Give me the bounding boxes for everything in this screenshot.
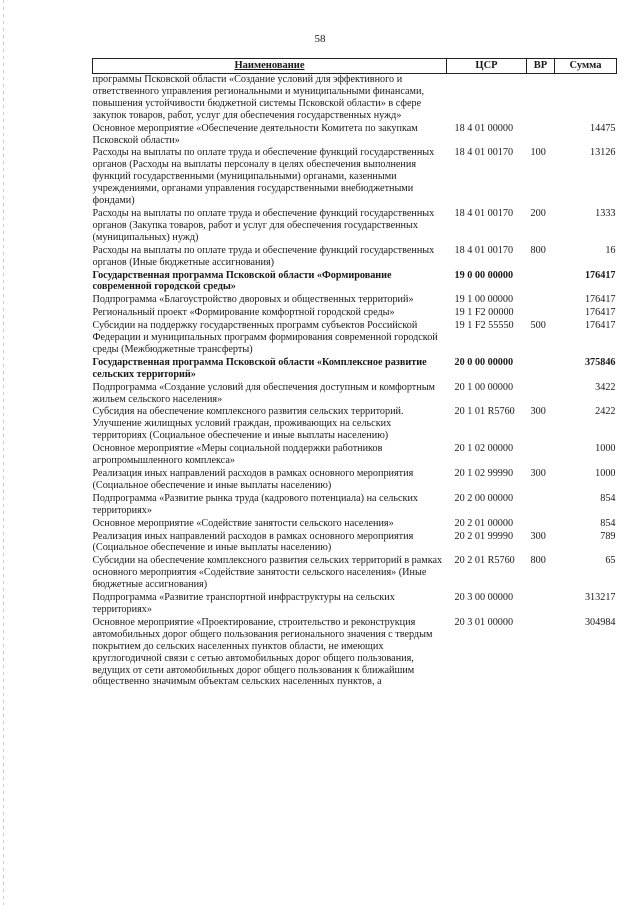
row-vr — [527, 74, 555, 123]
row-name: Подпрограмма «Благоустройство дворовых и общественных территорий» — [92, 294, 414, 306]
row-csr: 18 4 01 00170 — [454, 207, 514, 219]
row-csr: 19 0 00 00000 — [454, 269, 514, 281]
row-vr — [527, 294, 555, 307]
row-csr: 20 2 01 00000 — [454, 517, 514, 529]
table-body — [93, 74, 617, 690]
table-row — [93, 592, 617, 617]
row-csr — [447, 74, 527, 123]
row-sum: 176417 — [584, 307, 616, 319]
table-row — [93, 270, 617, 295]
scan-edge-artifact — [3, 0, 4, 905]
row-sum: 2422 — [595, 406, 616, 418]
row-name: Субсидия на обеспечение комплексного развития сельских территорий. Улучшение жилищных условий граждан, проживающих на сельских территориях (Социальное обеспечение и иные выплаты населению) — [92, 406, 404, 442]
row-vr: 200 — [530, 207, 546, 219]
row-vr — [527, 123, 555, 148]
row-vr — [527, 307, 555, 320]
row-vr: 800 — [530, 555, 546, 567]
row-sum: 3422 — [595, 381, 616, 393]
row-vr — [527, 493, 555, 518]
row-csr: 20 3 01 00000 — [454, 616, 514, 628]
row-csr: 20 1 01 R5760 — [454, 406, 515, 418]
row-name: Реализация иных направлений расходов в рамках основного мероприятия (Социальное обеспечение и иные выплаты населению) — [92, 468, 414, 491]
row-sum: 1000 — [595, 443, 616, 455]
table-row — [93, 123, 617, 148]
row-vr: 300 — [530, 406, 546, 418]
row-vr: 800 — [530, 244, 546, 256]
row-name: Основное мероприятие «Проектирование, строительство и реконструкция автомобильных дорог общего пользования регионального значения с твердым покрытием до сельских населенных пунктов области, не имеющих круглогодичной связи с сетью автомобильных дорог общего пользования, ведущих от сети автомобильных дорог общего пользования к ближайшим общественно значимым объектам сельских населенных пунктов, а — [92, 616, 433, 688]
row-csr: 18 4 01 00170 — [454, 147, 514, 159]
row-sum: 176417 — [584, 320, 616, 332]
row-name: Подпрограмма «Создание условий для обеспечения доступным и комфортным жильем сельского населения» — [92, 381, 435, 405]
table-row — [93, 74, 617, 123]
row-vr: 100 — [530, 147, 546, 159]
header-vr: ВР — [527, 59, 555, 74]
table-row — [93, 245, 617, 270]
row-vr: 300 — [530, 530, 546, 542]
row-sum — [555, 74, 617, 123]
table-row — [93, 617, 617, 689]
row-name: Основное мероприятие «Содействие занятости сельского населения» — [92, 517, 394, 529]
table-row — [93, 493, 617, 518]
table-row — [93, 518, 617, 531]
table-row — [93, 294, 617, 307]
header-csr: ЦСР — [447, 59, 527, 74]
row-csr: 20 2 00 00000 — [454, 492, 514, 504]
row-sum: 176417 — [584, 294, 616, 306]
table-row — [93, 307, 617, 320]
row-vr — [527, 518, 555, 531]
row-name: Расходы на выплаты по оплате труда и обеспечение функций государственных органов (Иные бюджетные ассигнования) — [92, 244, 435, 268]
row-csr: 20 1 02 00000 — [454, 443, 514, 455]
row-name: Государственная программа Псковской области «Комплексное развитие сельских территорий» — [92, 356, 427, 380]
row-name: Государственная программа Псковской области «Формирование современной городской среды» — [92, 269, 392, 293]
row-csr: 19 1 F2 00000 — [454, 307, 514, 319]
row-sum: 854 — [600, 492, 616, 504]
row-name: Основное мероприятие «Обеспечение деятельности Комитета по закупкам Псковской области» — [92, 122, 418, 146]
row-name: Расходы на выплаты по оплате труда и обеспечение функций государственных органов (Расходы на выплаты персоналу в целях обеспечения выполнения функций государственными (муниципальными) органами, казенными учреждениями, органами управления государственными внебюджетными фондами) — [92, 147, 435, 207]
row-sum: 854 — [600, 517, 616, 529]
row-vr: 300 — [530, 468, 546, 479]
header-name: Наименование — [93, 59, 447, 74]
table-row — [93, 443, 617, 468]
row-csr: 20 3 00 00000 — [454, 592, 514, 604]
table-row — [93, 555, 617, 592]
row-name: Расходы на выплаты по оплате труда и обеспечение функций государственных органов (Закупка товаров, работ и услуг для обеспечения государственных (муниципальных) нужд) — [92, 207, 435, 243]
table-row — [93, 147, 617, 208]
row-sum: 375846 — [584, 356, 616, 368]
row-vr — [527, 382, 555, 407]
table-row — [93, 531, 617, 556]
row-sum: 304984 — [584, 616, 616, 628]
row-vr — [527, 443, 555, 468]
row-name: Реализация иных направлений расходов в рамках основного мероприятия (Социальное обеспечение и иные выплаты населению) — [92, 530, 414, 554]
row-vr — [527, 357, 555, 382]
table-row — [93, 320, 617, 357]
row-sum: 14475 — [590, 122, 616, 134]
row-vr — [527, 592, 555, 617]
row-sum: 789 — [600, 530, 616, 542]
table-row — [93, 382, 617, 407]
row-name: программы Псковской области «Создание условий для эффективного и ответственного управления региональными и муниципальными финансами, повышения устойчивости бюджетной системы Псковской области» в сфере закупок товаров, работ, услуг для обеспечения государственных нужд» — [92, 74, 424, 121]
row-csr: 20 2 01 99990 — [454, 530, 514, 542]
row-csr: 18 4 01 00170 — [454, 244, 514, 256]
row-csr: 20 1 00 00000 — [454, 381, 514, 393]
row-name: Субсидии на поддержку государственных программ субъектов Российской Федерации и муниципальных программ формирования современной городской среды (Межбюджетные трансферты) — [92, 320, 438, 355]
table-header-row — [93, 59, 617, 74]
row-name: Подпрограмма «Развитие транспортной инфраструктуры на сельских территориях» — [92, 592, 395, 615]
row-sum: 16 — [605, 244, 616, 256]
row-name: Региональный проект «Формирование комфортной городской среды» — [92, 307, 395, 319]
row-csr: 19 1 00 00000 — [454, 294, 514, 306]
row-vr — [527, 270, 555, 295]
row-name: Субсидии на обеспечение комплексного развития сельских территорий в рамках основного мероприятия «Содействие занятости сельского населения» (Иные бюджетные ассигнования) — [92, 555, 443, 591]
row-sum: 1000 — [595, 468, 616, 479]
table-row — [93, 468, 617, 493]
row-sum: 176417 — [584, 269, 616, 281]
row-sum: 13126 — [590, 147, 616, 159]
page-number: 58 — [314, 33, 326, 45]
table-row — [93, 357, 617, 382]
row-csr: 20 0 00 00000 — [454, 356, 514, 368]
row-csr: 20 1 02 99990 — [454, 468, 514, 479]
row-sum: 313217 — [584, 592, 616, 604]
row-vr: 500 — [530, 320, 546, 332]
row-csr: 19 1 F2 55550 — [454, 320, 514, 332]
table-row — [93, 406, 617, 443]
row-vr — [527, 617, 555, 689]
row-sum: 65 — [605, 555, 616, 567]
row-csr: 18 4 01 00000 — [454, 122, 514, 134]
row-csr: 20 2 01 R5760 — [454, 555, 515, 567]
row-sum: 1333 — [595, 207, 616, 219]
budget-table — [92, 58, 617, 689]
table-row — [93, 208, 617, 245]
header-sum: Сумма — [555, 59, 617, 74]
row-name: Основное мероприятие «Меры социальной поддержки работников агропромышленного комплекса» — [92, 443, 383, 467]
row-name: Подпрограмма «Развитие рынка труда (кадрового потенциала) на сельских территориях» — [92, 492, 419, 516]
